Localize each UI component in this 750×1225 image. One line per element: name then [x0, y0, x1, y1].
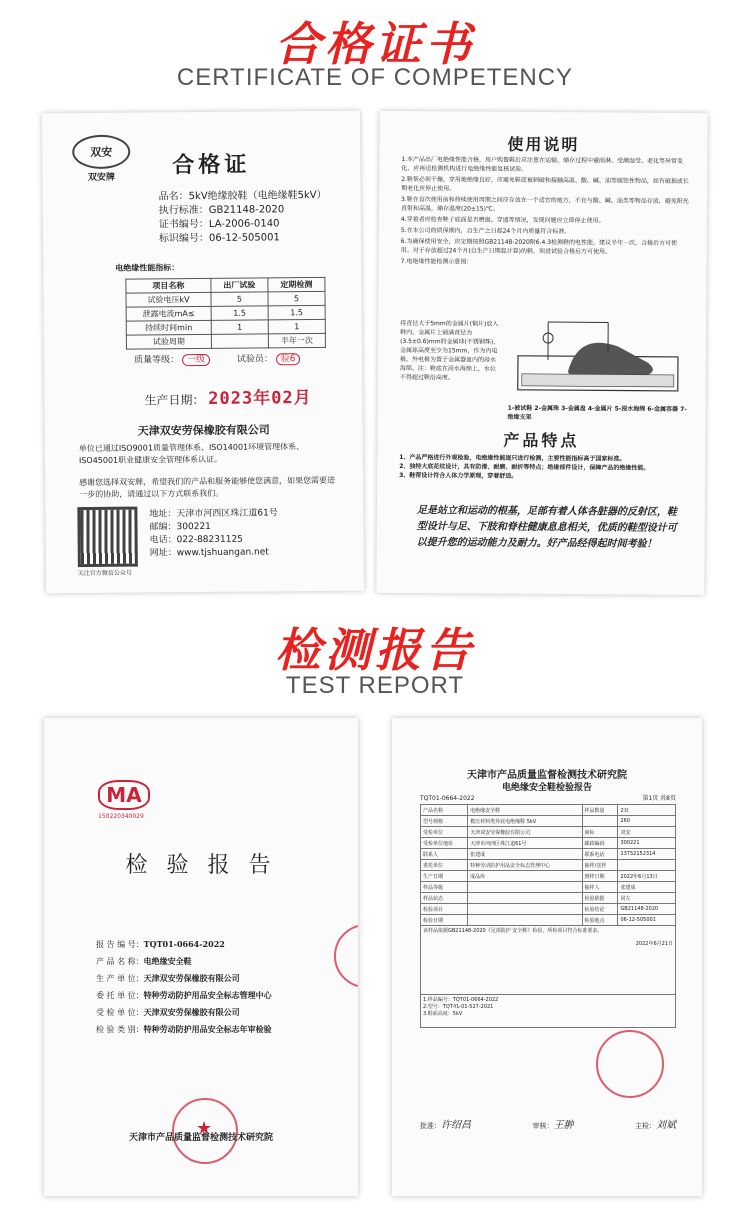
company-name: 天津双安劳保橡胶有限公司	[137, 423, 270, 438]
grade-label: 质量等级：	[134, 355, 180, 366]
feature-item: 3、鞋帮设计符合人体力学原理，穿着舒适。	[399, 472, 518, 480]
detail-cell: 抽样/送样	[582, 860, 618, 871]
detail-cell: 商标	[582, 827, 618, 838]
cover-value: 天津双安劳保橡胶有限公司	[143, 973, 240, 983]
spec-cell: 持续时间min	[126, 320, 211, 335]
detail-cell	[468, 893, 582, 904]
detail-page: 第1页 共8页	[642, 795, 676, 802]
spec-cell	[211, 334, 268, 348]
sign-review	[533, 1116, 574, 1131]
detail-cell: 天津双安劳保橡胶有限公司	[468, 827, 582, 838]
grade-row	[134, 351, 301, 365]
detail-table-wrap	[420, 804, 676, 1028]
detail-cell: 联系人	[421, 849, 468, 860]
detail-conclusion	[421, 926, 676, 995]
detail-cell	[582, 816, 618, 827]
qr-caption: 关注官方微信公众号	[77, 569, 132, 578]
sign-label: 批准：	[420, 1122, 441, 1130]
manual-heading: 使用说明	[507, 134, 580, 155]
cover-value: TQT01-0664-2022	[143, 939, 225, 949]
manual-item: 5.在本公司的质保期内，自生产之日起24个月内质量符合标准。	[400, 227, 571, 236]
manual-item: 3.鞋在首次使用前和持续使用周期之间应存放在一个适宜的地方，不宜与酸、碱、油类等物品存放，避免阳光直射和高温，储存温度(20±15)℃。	[400, 196, 689, 213]
manual-slogan: 足是站立和运动的根基，足部有着人体各脏器的反射区，鞋型设计与足、下肢和脊柱健康息息相关，优质的鞋型设计可以提升您的运动能力及耐力。好产品经得起时间考验！	[416, 505, 677, 550]
cert-intro: 单位已通过ISO9001质量管理体系、ISO14001环境管理体系、ISO45001职业健康安全管理体系认证。	[78, 442, 305, 466]
detail-cell: 成品库	[468, 871, 582, 882]
diagram-text: 将直径大于5mm的金属片(铜片)放入鞋内，金属片上铺满直径为(3.5±0.6)mm的金属球(不锈钢珠)，金属球高度至少为15mm，作为内电极，外电极为置于金属器皿内的浸水海绵。注：鞋底在浸水海绵上，水位不得超过鞋沿高度。	[399, 320, 500, 382]
spec-cell: 1.5	[268, 305, 325, 319]
conclusion-date: 2022年6月21日	[635, 941, 673, 947]
manual-item: 7.电绝缘性能检测示意图：	[400, 258, 473, 266]
detail-cell: 联系电话	[582, 849, 618, 860]
detail-cell: 张建成	[468, 849, 582, 860]
ma-mark: MA	[98, 780, 150, 810]
spec-cell: 1	[211, 320, 268, 334]
detail-cell: 检验地点	[582, 915, 618, 926]
detail-cell: 受检单位地址	[421, 838, 468, 849]
detail-cell	[468, 904, 582, 915]
signature: 王翀	[553, 1120, 574, 1131]
diagram-legend: 1-被试鞋 2-金属珠 3-金属盘 4-金属片 5-浸水海绵 6-金属容器 7-绝缘支架	[507, 404, 687, 421]
standard-no: 执行标准：GB21148-2020	[158, 204, 285, 217]
detail-cell: 模压材料类外底电绝缘鞋 5kV	[468, 816, 582, 827]
certificate-paper	[42, 111, 364, 594]
table-row	[421, 915, 676, 926]
cover-value: 特种劳动防护用品安全标志管理中心	[143, 990, 272, 1000]
table-row	[421, 995, 676, 1028]
contact-block	[149, 507, 278, 560]
detail-cell: 检验日期	[421, 915, 468, 926]
table-row	[421, 849, 676, 860]
detail-cell: GB21148-2020	[618, 904, 676, 915]
section-title-en: TEST REPORT	[285, 672, 465, 699]
detail-cell: 样品数量	[582, 805, 618, 816]
spec-header-cell: 定期检测	[268, 277, 325, 291]
table-row	[421, 926, 676, 995]
detail-cell: 样品等级	[421, 882, 468, 893]
detail-cell: 委托单位	[421, 860, 468, 871]
manual-item: 2.鞋帮必须干燥，穿用地绝缘良好，应避免鞋底被刺破和接触高温、酸、碱、油等腐蚀性物品，如有破损或长期老化应停止使用。	[401, 176, 689, 193]
table-row	[421, 805, 676, 816]
detail-cell: 2双	[618, 805, 676, 816]
cover-value: 特种劳动防护用品安全标志年审检验	[143, 1024, 272, 1034]
features-heading: 产品特点	[503, 430, 580, 451]
report-heading: 检 验 报 告	[125, 853, 277, 878]
cover-row	[96, 1004, 272, 1021]
seal-star-icon: ★	[196, 1118, 213, 1139]
cover-label: 检 验 类 别：	[96, 1025, 144, 1034]
certificate-heading: 合格证	[172, 152, 251, 179]
cover-row	[96, 1021, 272, 1038]
table-row	[421, 838, 676, 849]
date-label: 生产日期：	[144, 392, 205, 408]
report-detail-paper	[392, 718, 702, 1196]
spec-cell: 1	[268, 319, 325, 333]
detail-cell: 检验项目	[421, 904, 468, 915]
table-row	[421, 882, 676, 893]
signature: 刘斌	[656, 1120, 676, 1131]
test-diagram	[508, 312, 689, 403]
cover-institute: 天津市产品质量监督检测技术研究院	[128, 1133, 273, 1143]
ma-number: 150220340029	[98, 813, 144, 820]
manual-items	[401, 155, 690, 268]
detail-cell: 06-12-505001	[618, 915, 676, 926]
spec-cell: 试验电压kV	[126, 292, 211, 307]
qr-code	[77, 507, 138, 568]
signature: 许绍昌	[441, 1120, 471, 1131]
detail-table	[420, 804, 676, 1028]
ma-logo	[98, 780, 150, 821]
cover-label: 委 托 单 位：	[96, 991, 144, 1000]
detail-cell: 受检单位	[421, 827, 468, 838]
spec-header-cell: 项目名称	[126, 278, 211, 293]
detail-report-no: TQT01-0664-2022	[420, 795, 475, 802]
brand-name: 双安牌	[87, 172, 116, 183]
cover-row	[96, 953, 272, 970]
report-cover-fields	[96, 936, 272, 1038]
spec-cell: 泄露电流mA≤	[126, 306, 211, 321]
cert-thanks: 感谢您选择双安牌，希望我们的产品和服务能够使您满意，如果您需要进一步的协助，请通过以下方式联系我们。	[79, 475, 336, 500]
note-item: 2.型号：TQT-YL-01-527-2021	[423, 1004, 494, 1010]
table-row	[421, 904, 676, 915]
cover-row	[96, 987, 272, 1004]
detail-notes	[421, 995, 676, 1028]
section-title-en: CERTIFICATE OF COMPETENCY	[176, 64, 574, 91]
section-title-cn: 检测报告	[275, 623, 475, 677]
section-title-cn: 合格证书	[275, 17, 475, 71]
cover-label: 受 检 单 位：	[96, 1008, 144, 1017]
sign-inspect	[635, 1116, 676, 1131]
table-row	[421, 827, 676, 838]
production-date-stamp: 2023年02月	[208, 388, 312, 409]
detail-cell: 检验依据	[582, 893, 618, 904]
table-row	[421, 893, 676, 904]
detail-cell	[468, 915, 582, 926]
detail-cell: 生产日期	[421, 871, 468, 882]
table-row	[421, 816, 676, 827]
detail-meta	[420, 794, 676, 803]
detail-cell	[618, 860, 676, 871]
feature-item: 1、产品严格进行外观检验，电绝缘性能逐只进行检测，主要性能指标高于国家标准。	[399, 454, 626, 463]
manual-paper	[376, 111, 707, 595]
detail-cell: 抽样人	[582, 882, 618, 893]
brand-logo	[72, 135, 130, 183]
manual-item: 1.本产品出厂电绝缘性能合格，用户购置鞋后应注意在运输、储存过程中避雨淋、受潮湿受、老化等异常变化，应再送检测机构进行电绝缘性能复核试验。	[401, 156, 684, 173]
mark-no: 标识编号：06-12-505001	[158, 232, 280, 245]
postcode: 邮编：300221	[149, 521, 211, 533]
detail-cell: 13752152314	[618, 849, 676, 860]
cover-value: 电绝缘安全鞋	[143, 956, 192, 966]
spec-header-cell: 出厂试验	[211, 278, 268, 292]
sign-approve	[420, 1116, 471, 1131]
spec-table	[125, 277, 326, 350]
spec-cell: 1.5	[211, 306, 268, 320]
detail-cell: 天津市河西区珠江道61号	[468, 838, 582, 849]
spec-cell: 5	[211, 292, 268, 306]
spec-cell: 5	[268, 291, 325, 305]
detail-cell: 电绝缘安全鞋	[468, 805, 582, 816]
note-item: 3.鞋面高度：5kV	[423, 1011, 463, 1017]
detail-cell: 张建成	[618, 882, 676, 893]
cert-no: 证书编号：LA-2006-0140	[158, 218, 280, 231]
note-item: 1.样品编号：TQT01-0664-2022	[423, 997, 499, 1003]
report-cover-paper	[44, 718, 358, 1196]
detail-cell: 邮政编码	[582, 838, 618, 849]
detail-seal	[596, 1030, 664, 1098]
sign-label: 审核：	[532, 1122, 554, 1130]
logo-oval: 双安	[72, 135, 130, 170]
conclusion-text: 该样品依据GB21148-2020《足部防护 安全鞋》检验，所检项目符合标准要求。	[423, 928, 603, 934]
detail-institute: 天津市产品质量监督检测技术研究院	[467, 770, 627, 781]
sign-row	[420, 1116, 676, 1131]
address: 地址：天津市河西区珠江道61号	[149, 508, 278, 520]
inspector-label: 试验员：	[236, 354, 273, 365]
manual-item: 6.为确保使用安全，应定期按照GB21148-2020附6.4.3检测鞋的电性能，建议半年一次，合格后方可使用。对于存放超过24个月(自生产日期起计算)的鞋，须进试验合格后方可使用。	[400, 238, 678, 256]
cover-row	[96, 936, 272, 953]
manual-item: 4.穿着者应检查鞋子底面是否磨损、穿透等情况，发现问题应立即停止使用。	[400, 216, 605, 225]
detail-cell: 260	[618, 816, 676, 827]
detail-cell: 产品名称	[421, 805, 468, 816]
detail-cell: 检验结论	[582, 904, 618, 915]
detail-cell: 300221	[618, 838, 676, 849]
grade-stamp: 一级	[182, 354, 210, 366]
spec-cell: 半年一次	[268, 333, 325, 347]
cover-label: 生 产 单 位：	[96, 974, 144, 983]
table-row	[126, 333, 325, 349]
detail-cell: 同左	[618, 893, 676, 904]
cover-value: 天津双安劳保橡胶有限公司	[143, 1007, 240, 1017]
features-list	[399, 453, 689, 482]
website: 网址：www.tjshuangan.net	[149, 547, 269, 559]
product-name: 品名：5kV绝缘胶鞋（电绝缘鞋5kV）	[158, 189, 327, 203]
feature-item: 2、独特大底花纹设计，具有防滑、耐磨、耐折等特点；绝缘部件设计，保障产品的绝缘性能。	[399, 463, 650, 472]
cert-info-block	[159, 189, 327, 246]
phone: 电话：022-88231125	[149, 534, 243, 546]
detail-cell: 样品状态	[421, 893, 468, 904]
table-row	[421, 871, 676, 882]
cover-row	[96, 970, 272, 987]
detail-cell: 2022年6月13日	[618, 871, 676, 882]
detail-cell: 型号规格	[421, 816, 468, 827]
cover-label: 产 品 名 称：	[96, 957, 144, 966]
detail-cell: 双安	[618, 827, 676, 838]
detail-subtitle: 电绝缘安全鞋检验报告	[501, 783, 592, 793]
spec-cell: 试验周期	[126, 334, 211, 349]
detail-cell: 到样日期	[582, 871, 618, 882]
detail-cell: 特种劳动防护用品安全标志管理中心	[468, 860, 582, 871]
perf-title: 电绝缘性能指标：	[115, 263, 180, 273]
sign-label: 主检：	[635, 1122, 656, 1130]
date-row	[144, 383, 311, 409]
edge-seal	[334, 924, 358, 988]
cover-label: 报 告 编 号：	[96, 940, 144, 949]
inspector-stamp: 验6	[276, 353, 301, 365]
detail-cell	[468, 882, 582, 893]
table-row	[421, 860, 676, 871]
